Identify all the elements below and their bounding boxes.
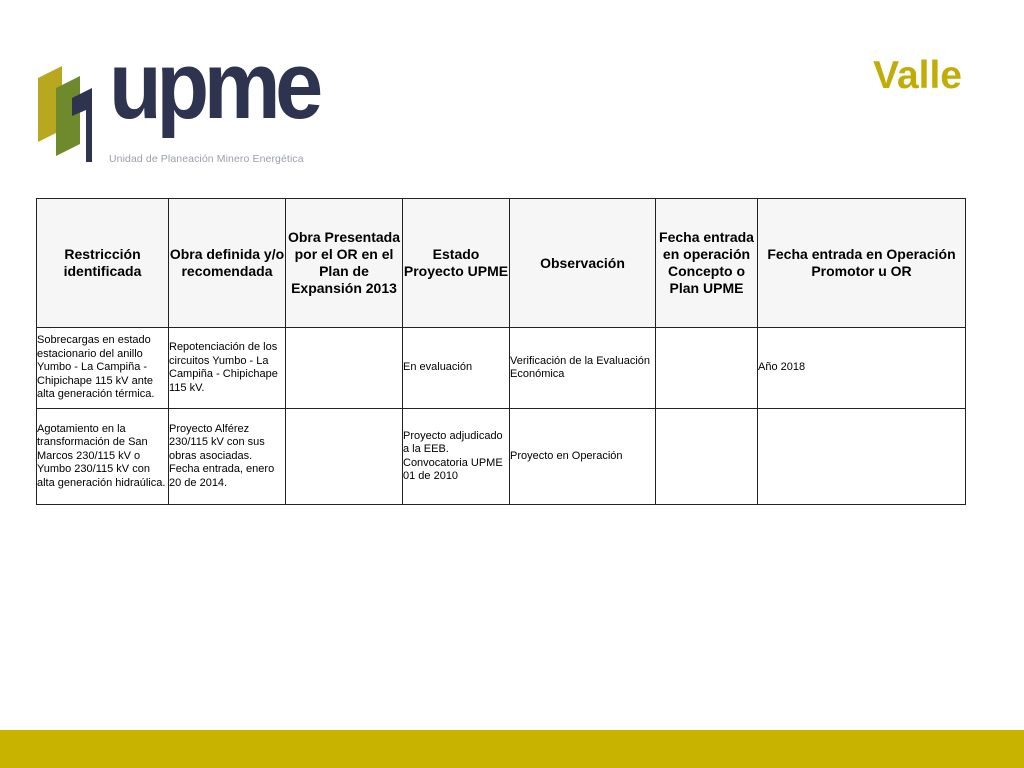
table-cell — [286, 328, 403, 409]
table-cell — [656, 409, 758, 505]
footer-bar — [0, 730, 1024, 768]
table-cell — [286, 409, 403, 505]
header-obra-presentada: Obra Presentada por el OR en el Plan de Expansión 2013 — [286, 199, 403, 328]
table-cell: Proyecto en Operación — [510, 409, 656, 505]
table-cell — [656, 328, 758, 409]
table-cell: Repotenciación de los circuitos Yumbo - La Campiña - Chipichape 115 kV. — [169, 328, 286, 409]
table-cell: Año 2018 — [758, 328, 966, 409]
region-title: Valle — [873, 54, 962, 97]
upme-logo-wordmark: upme — [109, 32, 318, 139]
table-cell: Verificación de la Evaluación Económica — [510, 328, 656, 409]
table-cell: En evaluación — [403, 328, 510, 409]
table-cell: Agotamiento en la transformación de San Marcos 230/115 kV o Yumbo 230/115 kV con alta generación hidraúlica. — [37, 409, 169, 505]
table-row — [37, 409, 966, 505]
header-fecha-upme: Fecha entrada en operación Concepto o Plan UPME — [656, 199, 758, 328]
header-fecha-promotor: Fecha entrada en Operación Promotor u OR — [758, 199, 966, 328]
table-row — [37, 328, 966, 409]
table-cell — [758, 409, 966, 505]
table-cell: Sobrecargas en estado estacionario del anillo Yumbo - La Campiña - Chipichape 115 kV ante alta generación térmica. — [37, 328, 169, 409]
table-cell: Proyecto adjudicado a la EEB. Convocatoria UPME 01 de 2010 — [403, 409, 510, 505]
upme-logo-mark-icon — [34, 58, 104, 168]
table-header-row — [37, 199, 966, 328]
header-obra-definida: Obra definida y/o recomendada — [169, 199, 286, 328]
header-observacion: Observación — [510, 199, 656, 328]
header-restriccion: Restricción identificada — [37, 199, 169, 328]
upme-logo-tagline: Unidad de Planeación Minero Energética — [109, 153, 304, 165]
header-estado: Estado Proyecto UPME — [403, 199, 510, 328]
table-cell: Proyecto Alférez 230/115 kV con sus obras asociadas. Fecha entrada, enero 20 de 2014. — [169, 409, 286, 505]
projects-table — [36, 198, 966, 505]
